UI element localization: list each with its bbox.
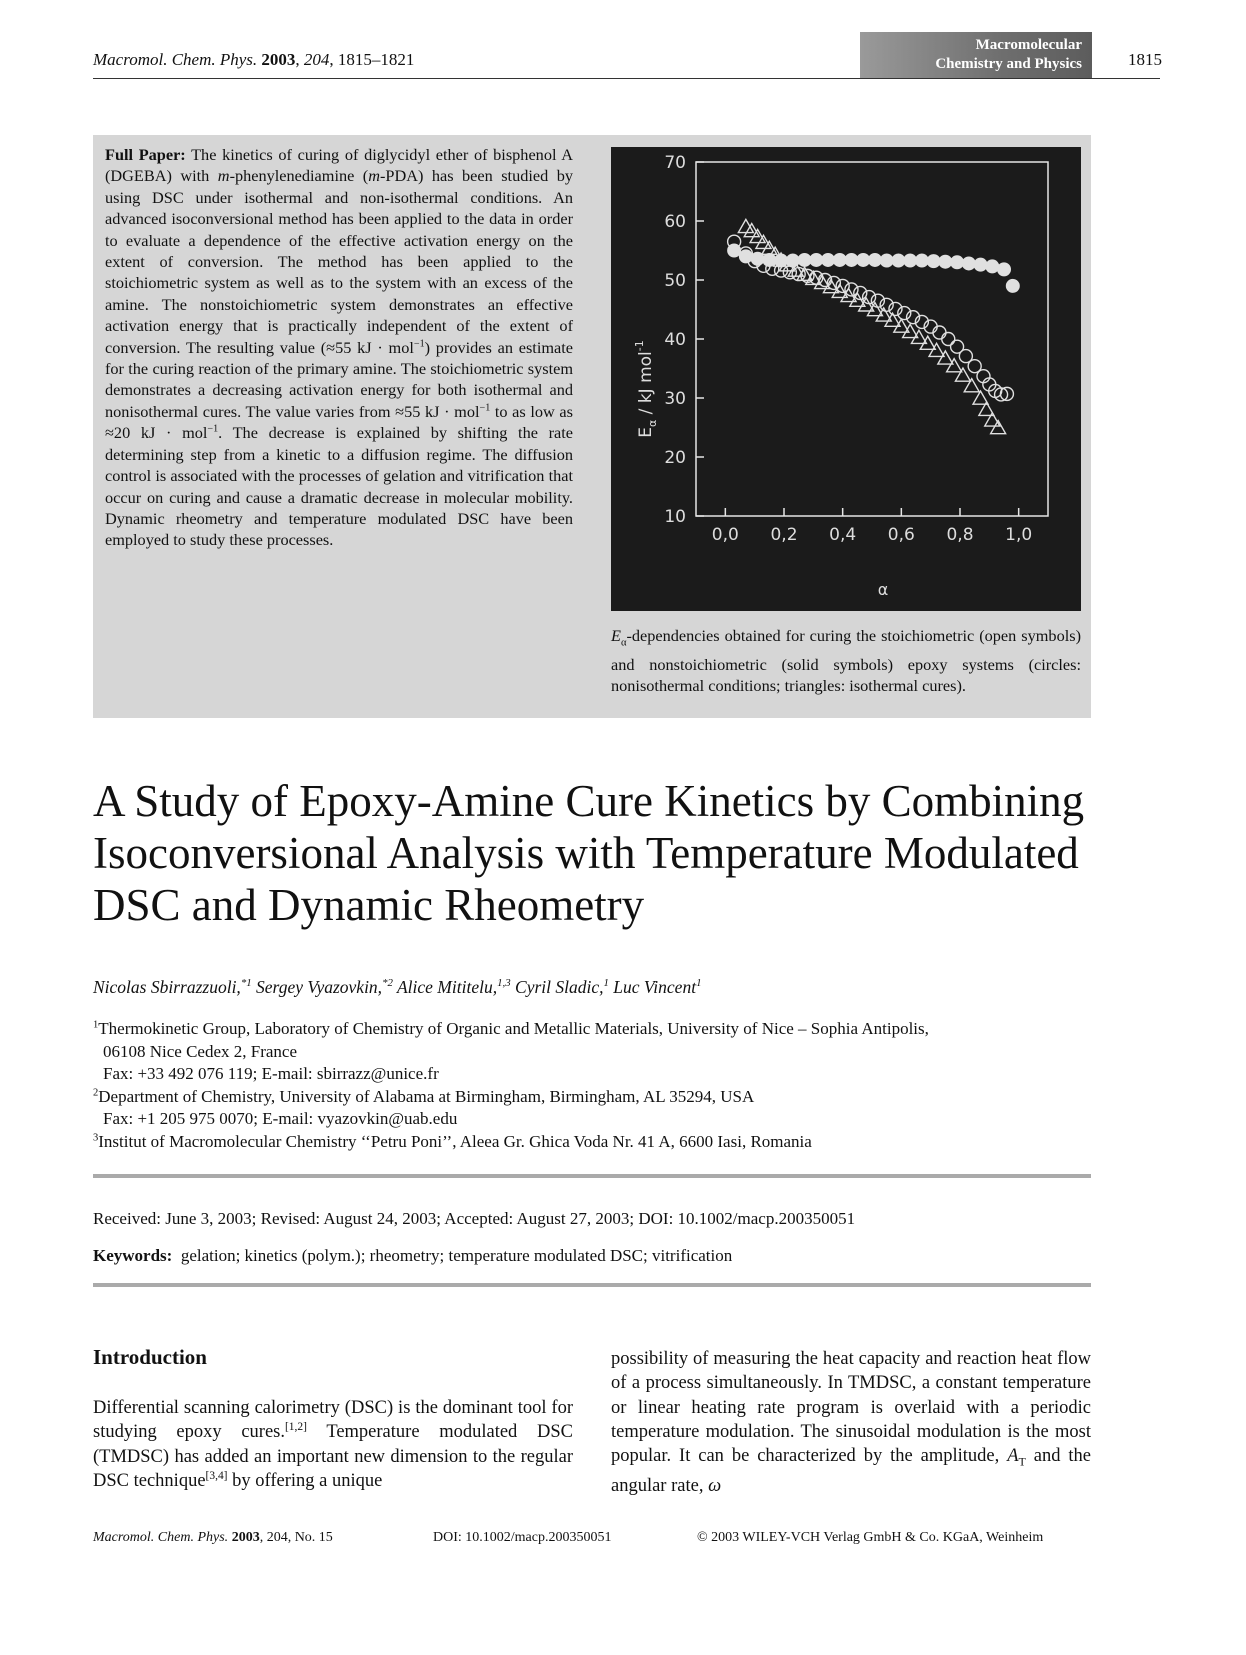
- x-tick-label: 0,4: [829, 525, 857, 545]
- symbol-omega: ω: [708, 1476, 722, 1497]
- author-sup: 1,3: [497, 977, 511, 990]
- caption-text: -dependencies obtained for curing the stoichiometric (open symbols) and nonstoichiometric (solid symbols) epoxy systems (circles: nonisothermal conditions; triangles: isothermal cures).: [611, 626, 1081, 696]
- abstract-sup: −1: [479, 402, 491, 414]
- data-point-solid-circle: [822, 253, 835, 266]
- author-name: Sergey Vyazovkin,: [251, 977, 383, 997]
- y-label-sub: α: [646, 419, 659, 427]
- affiliation-2: [93, 1086, 1153, 1109]
- data-point-solid-circle: [939, 255, 952, 268]
- symbol-sub: T: [1018, 1454, 1026, 1469]
- journal-logo: [860, 32, 1092, 78]
- abstract-part: . The decrease is explained by shifting the rate determining step from a kinetic to a diffusion regime. The diffusion control is associated with the processes of gelation and vitrification that occur on curing and cause a dramatic decrease in molecular mobility. Dynamic rheometry and temperature modulated DSC have been employed to study these processes.: [105, 423, 574, 550]
- author-name: Alice Mititelu,: [392, 977, 498, 997]
- data-point-solid-circle: [974, 258, 987, 271]
- affiliation-line: Fax: +1 205 975 0070; E-mail: vyazovkin@uab.edu: [103, 1109, 458, 1129]
- footer-year: 2003: [231, 1530, 260, 1545]
- data-point-solid-circle: [1006, 279, 1019, 292]
- data-point-solid-circle: [798, 253, 811, 266]
- data-point-open-circle: [942, 333, 955, 346]
- x-axis-label: α: [877, 580, 889, 599]
- affiliation-number: 2: [93, 1087, 99, 1099]
- paper-title: A Study of Epoxy-Amine Cure Kinetics by Combining Isoconversional Analysis with Temperature Modulated DSC and Dynamic Rheometry: [93, 776, 1085, 930]
- y-tick-label: 30: [664, 389, 686, 409]
- logo-line-2: Chemistry and Physics: [935, 56, 1082, 72]
- data-point-solid-circle: [986, 260, 999, 273]
- abstract-text: [105, 144, 573, 551]
- author-name: Luc Vincent: [608, 977, 697, 997]
- section-heading: Introduction: [93, 1345, 207, 1369]
- body-text: Temperature modulated DSC (TMDSC) has added an important new dimension to the regular DSC technique: [93, 1422, 573, 1491]
- data-point-solid-circle: [927, 255, 940, 268]
- abstract-part: The kinetics of curing of diglycidyl ether of bisphenol A (DGEBA) with: [105, 145, 574, 186]
- footer-journal-name: Macromol. Chem. Phys.: [93, 1530, 229, 1545]
- abstract-label: Full Paper:: [105, 145, 186, 164]
- divider-bottom: [93, 1283, 1091, 1287]
- keywords: [93, 1246, 732, 1266]
- citation: [1,2]: [284, 1421, 307, 1434]
- abstract-italic: m: [217, 166, 230, 186]
- x-tick-label: 0,8: [946, 525, 974, 545]
- divider-top: [93, 1174, 1091, 1178]
- affiliation-line: Thermokinetic Group, Laboratory of Chemistry of Organic and Metallic Materials, University of Nice – Sophia Antipolis,: [98, 1019, 929, 1038]
- footer-volume: , 204, No. 15: [259, 1530, 333, 1545]
- submission-dates: Received: June 3, 2003; Revised: August 24, 2003; Accepted: August 27, 2003; DOI: 10.1002/macp.200350051: [93, 1209, 856, 1228]
- data-point-solid-circle: [904, 254, 917, 267]
- page-number: 1815: [1128, 50, 1162, 69]
- keywords-label: Keywords:: [93, 1246, 173, 1265]
- affiliation-3: [93, 1131, 1153, 1154]
- affiliation-line: Institut of Macromolecular Chemistry ‘‘Petru Poni’’, Aleea Gr. Ghica Voda Nr. 41 A, 6600 Iasi, Romania: [98, 1131, 812, 1151]
- data-point-solid-circle: [880, 254, 893, 267]
- author-sup: *2: [382, 977, 393, 990]
- data-point-open-circle: [933, 326, 946, 339]
- body-text: and the angular rate,: [611, 1446, 1091, 1497]
- activation-energy-chart: [611, 147, 1081, 611]
- caption-symbol: E: [611, 626, 621, 645]
- journal-name: Macromol. Chem. Phys.: [93, 50, 258, 69]
- body-text: possibility of measuring the heat capacity and reaction heat flow of a process simultaneously. In TMDSC, a constant temperature or linear heating rate program is overlaid with a periodic temperature modulation. The sinusoidal modulation is the most popular. It can be characterized by the amplitude,: [611, 1349, 1091, 1467]
- x-tick-label: 0,2: [770, 525, 798, 545]
- data-point-open-triangle: [938, 351, 953, 364]
- running-header: Macromol. Chem. Phys. 2003, 204, 1815–1821: [93, 50, 415, 69]
- abstract-sup: −1: [207, 423, 219, 435]
- affiliation-number: 3: [93, 1132, 99, 1144]
- author-name: Nicolas Sbirrazzuoli,: [93, 977, 241, 997]
- body-text: by offering a unique: [227, 1470, 383, 1491]
- author-sup: *1: [240, 977, 252, 990]
- author-name: Cyril Sladic,: [510, 977, 604, 997]
- affiliation-number: 1: [93, 1019, 99, 1031]
- figure-caption: [611, 625, 1081, 696]
- footer-doi: DOI: 10.1002/macp.200350051: [433, 1530, 612, 1545]
- symbol-A: A: [1007, 1446, 1019, 1467]
- plot-frame: [696, 162, 1048, 516]
- y-tick-label: 70: [664, 153, 686, 173]
- caption-sub: α: [620, 637, 627, 649]
- data-point-solid-circle: [915, 254, 928, 267]
- data-point-solid-circle: [868, 253, 881, 266]
- data-point-open-triangle: [955, 368, 970, 381]
- data-point-solid-circle: [833, 253, 846, 266]
- data-point-solid-circle: [857, 253, 870, 266]
- footer-copyright: © 2003 WILEY-VCH Verlag GmbH & Co. KGaA, Weinheim: [697, 1530, 1044, 1545]
- data-point-open-triangle: [947, 359, 962, 372]
- chart-svg: [611, 147, 1081, 611]
- affiliation-line: Department of Chemistry, University of Alabama at Birmingham, Birmingham, AL 35294, USA: [98, 1086, 755, 1106]
- abstract-part: -PDA) has been studied by using DSC under isothermal and non-isothermal conditions. An advanced isoconversional method has been applied to the data in order to evaluate a dependence of the effective activation energy on the extent of conversion. The method has been applied to the stoichiometric system as well as to the system with an excess of the amine. The nonstoichiometric system demonstrates an effective activation energy that is practically independent of the extent of conversion. The resulting value (≈55 kJ · mol: [105, 166, 573, 357]
- logo-line-1: Macromolecular: [975, 37, 1082, 53]
- y-label-e: E: [636, 426, 656, 438]
- x-tick-label: 1,0: [1005, 525, 1033, 545]
- y-tick-label: 60: [664, 212, 686, 232]
- data-point-solid-circle: [845, 253, 858, 266]
- affiliations: [93, 1018, 1153, 1154]
- affiliation-line: 06108 Nice Cedex 2, France: [103, 1041, 298, 1061]
- journal-volume: 204: [303, 50, 330, 69]
- author-sup: 1: [603, 977, 609, 990]
- journal-year: 2003: [261, 50, 296, 69]
- y-tick-label: 10: [664, 507, 686, 527]
- body-column-right: [611, 1347, 1091, 1498]
- y-label-sup: -1: [633, 340, 646, 352]
- x-tick-label: 0,0: [711, 525, 739, 545]
- y-tick-label: 20: [664, 448, 686, 468]
- affiliation-1: [93, 1018, 1153, 1041]
- data-point-solid-circle: [951, 256, 964, 269]
- body-text: Differential scanning calorimetry (DSC) is the dominant tool for studying epoxy cures.: [93, 1398, 573, 1443]
- abstract-sup: −1: [413, 338, 425, 350]
- journal-pages: 1815–1821: [337, 50, 415, 69]
- author-list: [93, 977, 701, 998]
- footer-journal: [93, 1530, 333, 1546]
- abstract-part: -phenylenediamine (: [229, 166, 369, 186]
- x-tick-label: 0,6: [887, 525, 915, 545]
- citation: [3,4]: [205, 1469, 228, 1482]
- body-column-left: [93, 1396, 573, 1493]
- y-label-rest: / kJ mol: [636, 351, 656, 420]
- data-point-solid-circle: [810, 253, 823, 266]
- keywords-text: gelation; kinetics (polym.); rheometry; temperature modulated DSC; vitrification: [180, 1246, 733, 1265]
- header-rule: [93, 78, 1160, 79]
- abstract-italic: m: [368, 166, 380, 186]
- affiliation-line: Fax: +33 492 076 119; E-mail: sbirrazz@unice.fr: [103, 1064, 439, 1084]
- author-sup: 1: [696, 977, 702, 990]
- y-tick-label: 50: [664, 271, 686, 291]
- data-point-solid-circle: [892, 254, 905, 267]
- abstract-part: to as low as ≈20 kJ · mol: [105, 401, 573, 443]
- y-axis-label: [633, 340, 659, 437]
- y-tick-label: 40: [664, 330, 686, 350]
- data-point-solid-circle: [998, 263, 1011, 276]
- abstract-part: ) provides an estimate for the curing reaction of the primary amine. The stoichiometric system demonstrates a decreasing activation energy for both isothermal and nonisothermal cures. The value varies from ≈55 kJ · mol: [105, 337, 573, 421]
- data-point-solid-circle: [962, 257, 975, 270]
